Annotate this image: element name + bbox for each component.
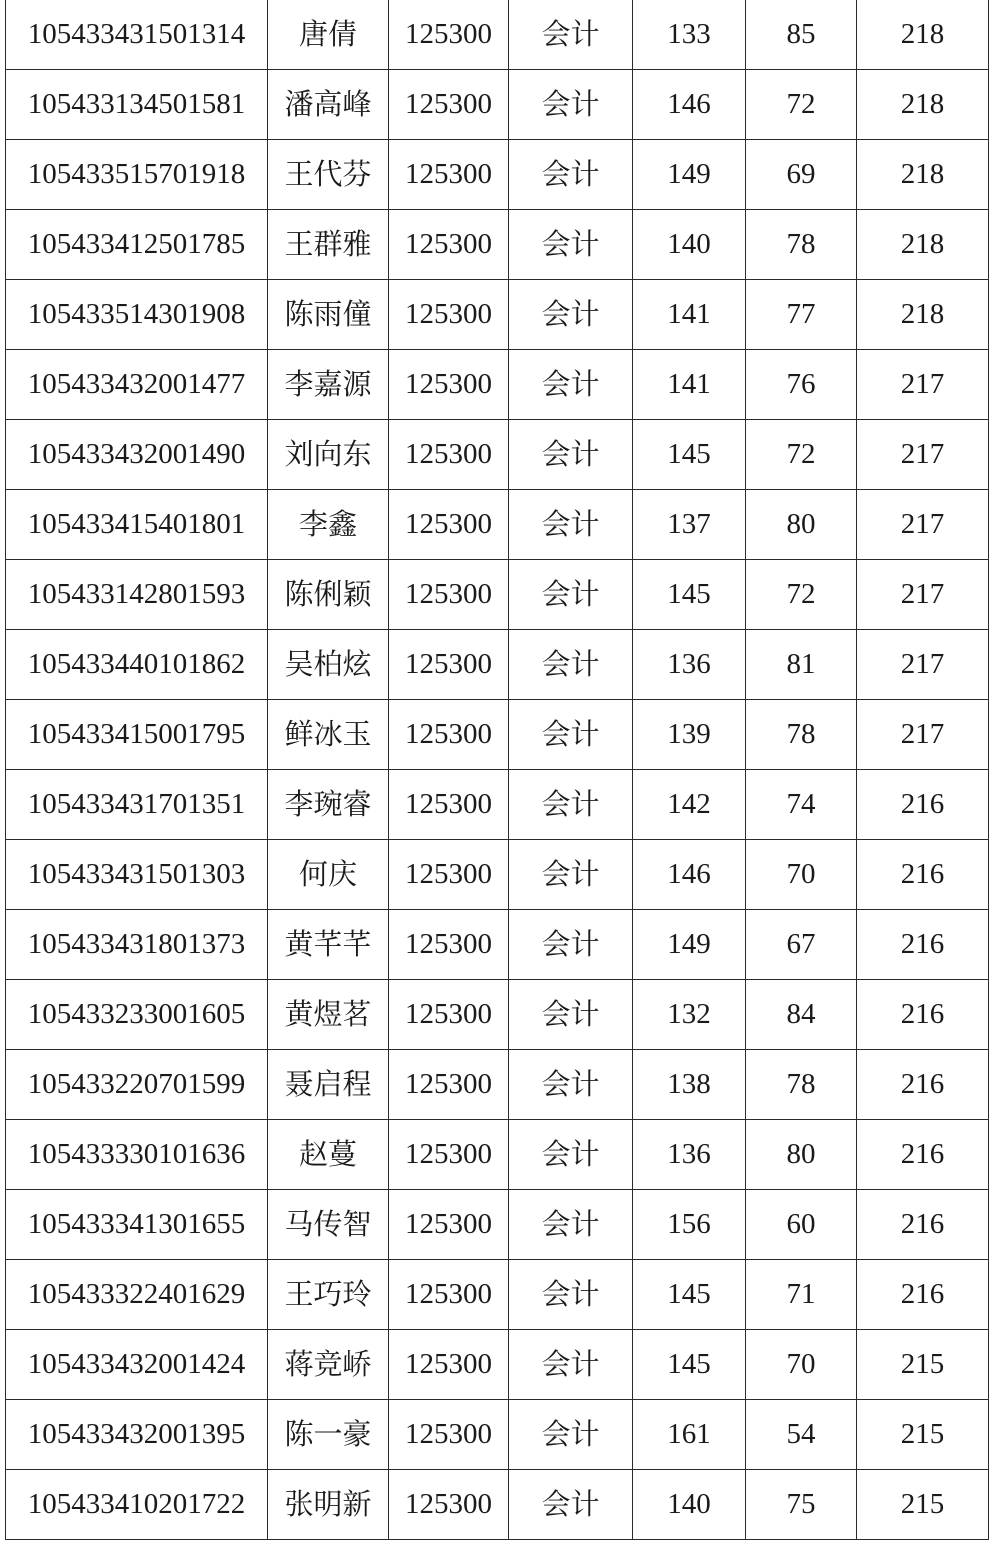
score-1-cell: 136: [633, 1120, 746, 1190]
score-2-cell: 80: [746, 1120, 857, 1190]
score-2-cell: 78: [746, 1050, 857, 1120]
major-cell: 会计: [509, 0, 633, 70]
table-row: [6, 770, 989, 840]
table-row: [6, 700, 989, 770]
major-cell: 会计: [509, 1120, 633, 1190]
candidate-id-cell: 105433415001795: [6, 700, 268, 770]
program-code-cell: 125300: [389, 700, 509, 770]
table-row: [6, 280, 989, 350]
candidate-id-cell: 105433220701599: [6, 1050, 268, 1120]
score-2-cell: 74: [746, 770, 857, 840]
name-cell: 李嘉源: [268, 350, 389, 420]
program-code-cell: 125300: [389, 70, 509, 140]
table-row: [6, 910, 989, 980]
major-cell: 会计: [509, 630, 633, 700]
score-1-cell: 146: [633, 70, 746, 140]
score-1-cell: 161: [633, 1400, 746, 1470]
score-2-cell: 60: [746, 1190, 857, 1260]
total-score-cell: 217: [857, 700, 989, 770]
score-2-cell: 81: [746, 630, 857, 700]
major-cell: 会计: [509, 210, 633, 280]
program-code-cell: 125300: [389, 630, 509, 700]
candidate-id-cell: 105433431801373: [6, 910, 268, 980]
table-row: [6, 1260, 989, 1330]
total-score-cell: 218: [857, 140, 989, 210]
name-cell: 何庆: [268, 840, 389, 910]
major-cell: 会计: [509, 70, 633, 140]
score-2-cell: 69: [746, 140, 857, 210]
table-row: [6, 1050, 989, 1120]
candidate-id-cell: 105433431701351: [6, 770, 268, 840]
total-score-cell: 216: [857, 1050, 989, 1120]
name-cell: 鲜冰玉: [268, 700, 389, 770]
name-cell: 王群雅: [268, 210, 389, 280]
total-score-cell: 216: [857, 840, 989, 910]
score-1-cell: 141: [633, 280, 746, 350]
name-cell: 潘高峰: [268, 70, 389, 140]
program-code-cell: 125300: [389, 210, 509, 280]
candidate-id-cell: 105433515701918: [6, 140, 268, 210]
score-1-cell: 145: [633, 420, 746, 490]
name-cell: 陈俐颖: [268, 560, 389, 630]
table-row: [6, 0, 989, 70]
score-1-cell: 133: [633, 0, 746, 70]
total-score-cell: 218: [857, 280, 989, 350]
total-score-cell: 218: [857, 210, 989, 280]
major-cell: 会计: [509, 910, 633, 980]
program-code-cell: 125300: [389, 1400, 509, 1470]
candidate-id-cell: 105433330101636: [6, 1120, 268, 1190]
major-cell: 会计: [509, 560, 633, 630]
score-2-cell: 78: [746, 700, 857, 770]
name-cell: 马传智: [268, 1190, 389, 1260]
candidate-id-cell: 105433432001477: [6, 350, 268, 420]
major-cell: 会计: [509, 770, 633, 840]
score-sheet: [5, 0, 988, 1540]
major-cell: 会计: [509, 1330, 633, 1400]
name-cell: 陈一豪: [268, 1400, 389, 1470]
program-code-cell: 125300: [389, 490, 509, 560]
total-score-cell: 217: [857, 560, 989, 630]
name-cell: 唐倩: [268, 0, 389, 70]
score-table-body: [6, 0, 989, 1540]
major-cell: 会计: [509, 1470, 633, 1540]
score-2-cell: 78: [746, 210, 857, 280]
candidate-id-cell: 105433341301655: [6, 1190, 268, 1260]
total-score-cell: 217: [857, 420, 989, 490]
score-1-cell: 149: [633, 140, 746, 210]
candidate-id-cell: 105433431501314: [6, 0, 268, 70]
name-cell: 张明新: [268, 1470, 389, 1540]
name-cell: 吴柏炫: [268, 630, 389, 700]
score-1-cell: 140: [633, 1470, 746, 1540]
total-score-cell: 218: [857, 0, 989, 70]
score-2-cell: 77: [746, 280, 857, 350]
total-score-cell: 218: [857, 70, 989, 140]
score-2-cell: 76: [746, 350, 857, 420]
name-cell: 刘向东: [268, 420, 389, 490]
program-code-cell: 125300: [389, 560, 509, 630]
name-cell: 赵蔓: [268, 1120, 389, 1190]
score-1-cell: 141: [633, 350, 746, 420]
major-cell: 会计: [509, 350, 633, 420]
score-2-cell: 70: [746, 840, 857, 910]
score-1-cell: 145: [633, 1260, 746, 1330]
candidate-id-cell: 105433412501785: [6, 210, 268, 280]
program-code-cell: 125300: [389, 1120, 509, 1190]
score-1-cell: 156: [633, 1190, 746, 1260]
major-cell: 会计: [509, 490, 633, 560]
table-row: [6, 840, 989, 910]
table-row: [6, 1400, 989, 1470]
score-1-cell: 140: [633, 210, 746, 280]
table-row: [6, 490, 989, 560]
total-score-cell: 217: [857, 490, 989, 560]
score-2-cell: 72: [746, 560, 857, 630]
table-row: [6, 980, 989, 1050]
major-cell: 会计: [509, 840, 633, 910]
score-2-cell: 70: [746, 1330, 857, 1400]
name-cell: 王巧玲: [268, 1260, 389, 1330]
score-1-cell: 132: [633, 980, 746, 1050]
score-2-cell: 67: [746, 910, 857, 980]
total-score-cell: 215: [857, 1330, 989, 1400]
major-cell: 会计: [509, 1050, 633, 1120]
program-code-cell: 125300: [389, 1050, 509, 1120]
candidate-id-cell: 105433432001395: [6, 1400, 268, 1470]
total-score-cell: 216: [857, 1120, 989, 1190]
total-score-cell: 216: [857, 1190, 989, 1260]
table-row: [6, 1470, 989, 1540]
program-code-cell: 125300: [389, 1190, 509, 1260]
candidate-id-cell: 105433134501581: [6, 70, 268, 140]
major-cell: 会计: [509, 140, 633, 210]
candidate-id-cell: 105433142801593: [6, 560, 268, 630]
program-code-cell: 125300: [389, 1470, 509, 1540]
score-2-cell: 85: [746, 0, 857, 70]
program-code-cell: 125300: [389, 1260, 509, 1330]
name-cell: 蒋竞峤: [268, 1330, 389, 1400]
major-cell: 会计: [509, 700, 633, 770]
program-code-cell: 125300: [389, 1330, 509, 1400]
name-cell: 黄芊芊: [268, 910, 389, 980]
program-code-cell: 125300: [389, 840, 509, 910]
program-code-cell: 125300: [389, 140, 509, 210]
candidate-id-cell: 105433432001424: [6, 1330, 268, 1400]
table-row: [6, 630, 989, 700]
score-2-cell: 54: [746, 1400, 857, 1470]
score-2-cell: 80: [746, 490, 857, 560]
program-code-cell: 125300: [389, 0, 509, 70]
candidate-id-cell: 105433233001605: [6, 980, 268, 1050]
total-score-cell: 216: [857, 980, 989, 1050]
total-score-cell: 217: [857, 630, 989, 700]
score-1-cell: 136: [633, 630, 746, 700]
score-1-cell: 142: [633, 770, 746, 840]
program-code-cell: 125300: [389, 420, 509, 490]
score-1-cell: 146: [633, 840, 746, 910]
program-code-cell: 125300: [389, 280, 509, 350]
table-row: [6, 70, 989, 140]
total-score-cell: 217: [857, 350, 989, 420]
name-cell: 李琬睿: [268, 770, 389, 840]
score-1-cell: 145: [633, 560, 746, 630]
total-score-cell: 216: [857, 1260, 989, 1330]
total-score-cell: 216: [857, 910, 989, 980]
candidate-id-cell: 105433431501303: [6, 840, 268, 910]
total-score-cell: 215: [857, 1470, 989, 1540]
score-2-cell: 71: [746, 1260, 857, 1330]
name-cell: 王代芬: [268, 140, 389, 210]
score-2-cell: 72: [746, 70, 857, 140]
name-cell: 陈雨僮: [268, 280, 389, 350]
program-code-cell: 125300: [389, 980, 509, 1050]
table-row: [6, 420, 989, 490]
major-cell: 会计: [509, 1190, 633, 1260]
table-row: [6, 140, 989, 210]
score-2-cell: 84: [746, 980, 857, 1050]
score-1-cell: 138: [633, 1050, 746, 1120]
major-cell: 会计: [509, 1400, 633, 1470]
major-cell: 会计: [509, 420, 633, 490]
score-table: [5, 0, 989, 1540]
candidate-id-cell: 105433322401629: [6, 1260, 268, 1330]
candidate-id-cell: 105433440101862: [6, 630, 268, 700]
name-cell: 聂启程: [268, 1050, 389, 1120]
candidate-id-cell: 105433514301908: [6, 280, 268, 350]
major-cell: 会计: [509, 1260, 633, 1330]
score-2-cell: 72: [746, 420, 857, 490]
candidate-id-cell: 105433432001490: [6, 420, 268, 490]
score-1-cell: 137: [633, 490, 746, 560]
score-1-cell: 145: [633, 1330, 746, 1400]
table-row: [6, 350, 989, 420]
program-code-cell: 125300: [389, 350, 509, 420]
major-cell: 会计: [509, 280, 633, 350]
table-row: [6, 1190, 989, 1260]
table-row: [6, 560, 989, 630]
program-code-cell: 125300: [389, 910, 509, 980]
name-cell: 黄煜茗: [268, 980, 389, 1050]
name-cell: 李鑫: [268, 490, 389, 560]
candidate-id-cell: 105433415401801: [6, 490, 268, 560]
total-score-cell: 215: [857, 1400, 989, 1470]
table-row: [6, 210, 989, 280]
score-1-cell: 149: [633, 910, 746, 980]
table-row: [6, 1330, 989, 1400]
program-code-cell: 125300: [389, 770, 509, 840]
total-score-cell: 216: [857, 770, 989, 840]
major-cell: 会计: [509, 980, 633, 1050]
score-2-cell: 75: [746, 1470, 857, 1540]
score-1-cell: 139: [633, 700, 746, 770]
candidate-id-cell: 105433410201722: [6, 1470, 268, 1540]
table-row: [6, 1120, 989, 1190]
